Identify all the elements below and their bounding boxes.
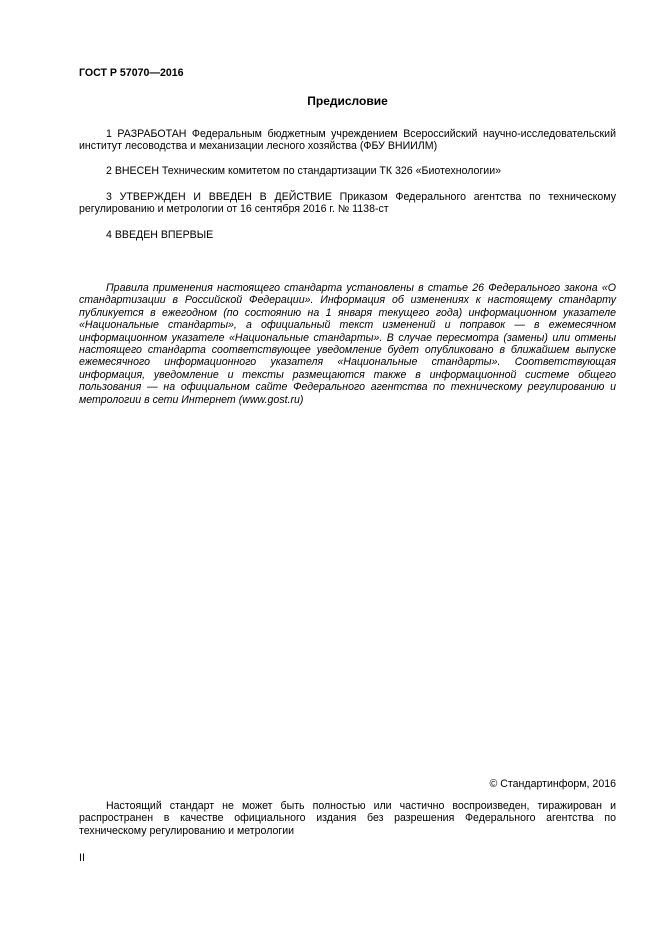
reproduction-notice: Настоящий стандарт не может быть полностью или частично воспроизведен, тиражирован и распространен в качестве официального издания без разрешения Федерального агентства по техническому регулированию и метрологии — [79, 800, 616, 837]
application-rules-note: Правила применения настоящего стандарта установлены в статье 26 Федерального закона «О стандартизации в Российской Федерации». Информация об изменениях к настоящему стандарту публикуется в ежегодном (по состоянию на 1 января текущего года) информационном указателе «Национальные стандарты», а официальный текст изменений и поправок — в ежемесячном информационном указателе «Национальные стандарты». В случае пересмотра (замены) или отмены настоящего стандарта соответствующее уведомление будет опубликовано в ближайшем выпуске ежемесячного информационного указателя «Национальные стандарты». Соответствующая информация, уведомление и тексты размещаются также в информационной системе общего пользования — на официальном сайте Федерального агентства по техническому регулированию и метрологии в сети Интернет (www.gost.ru) — [79, 282, 616, 406]
foreword-item-submitted: 2 ВНЕСЕН Техническим комитетом по стандартизации ТК 326 «Биотехнологии» — [106, 165, 502, 177]
page-title: Предисловие — [307, 94, 388, 108]
standard-code: ГОСТ Р 57070—2016 — [79, 67, 184, 79]
copyright-notice: © Стандартинформ, 2016 — [489, 778, 616, 790]
page-number: II — [79, 852, 85, 864]
foreword-item-approved: 3 УТВЕРЖДЕН И ВВЕДЕН В ДЕЙСТВИЕ Приказом Федерального агентства по техническому регулированию и метрологии от 16 сентября 2016 г. № 1138-ст — [79, 191, 616, 216]
foreword-item-developed: 1 РАЗРАБОТАН Федеральным бюджетным учреждением Всероссийский научно-исследовательский институт лесоводства и механизации лесного хозяйства (ФБУ ВНИИЛМ) — [79, 128, 616, 153]
foreword-item-introduced: 4 ВВЕДЕН ВПЕРВЫЕ — [106, 229, 214, 241]
